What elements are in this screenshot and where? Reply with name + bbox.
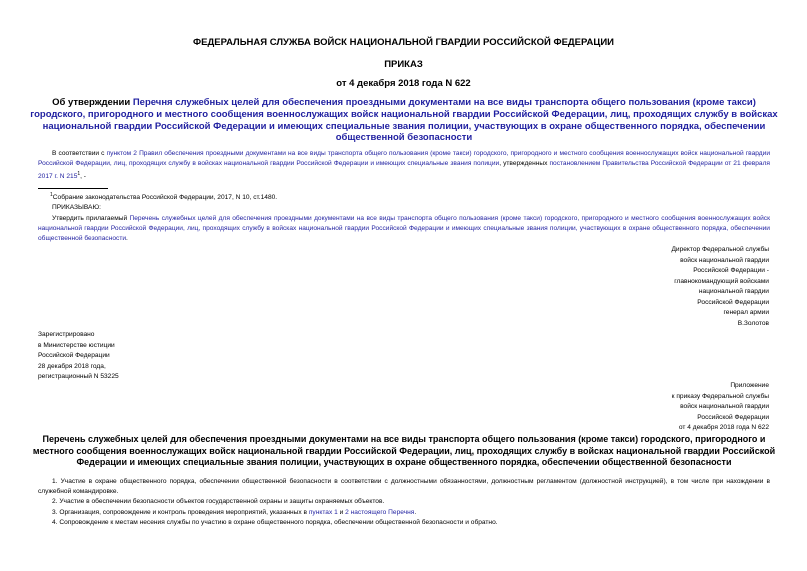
registration-line: регистрационный N 53225 (38, 373, 119, 380)
signature-line: Российской Федерации - (693, 267, 769, 274)
item3-text-2: и (337, 509, 346, 516)
order-text-1: Утвердить прилагаемый (52, 215, 130, 222)
signature-line: Российской Федерации (697, 298, 769, 306)
preamble-text-2: , утвержденных (499, 160, 550, 168)
date-number-heading: от 4 декабря 2018 года N 622 (336, 78, 471, 89)
order-link-list[interactable]: Перечень служебных целей для обеспечения проездными документами на все виды транспорта общего пользования (кроме такси) городского, пригородного и местного сообщения военнослужащих войск национальной гвардии Российской Федерации, лиц, проходящих службу в войсках национальной гвардии Российской Федерации и имеющих специальные звания полиции, участвующих в охране общественного порядка, обеспечении общественной безопасности (38, 215, 770, 243)
preamble-paragraph (38, 149, 770, 183)
preamble-text-1: В соответствии с (52, 150, 107, 157)
registration-block (38, 330, 238, 383)
signature-line: генерал армии (723, 309, 769, 316)
registration-line: Зарегистрировано (38, 331, 95, 338)
list-title: Перечень служебных целей для обеспечения проездными документами на все виды транспорта общего пользования (кроме такси) городского, пригородного и местного сообщения военнослужащих войск национальной гвардии Российской Федерации, лиц, проходящих службу в войсках национальной гвардии Российской Федерации и имеющих специальные звания полиции, участвующих в охране общественного порядка, обеспечении общественной безопасности (32, 434, 776, 468)
preamble-text-3: , - (80, 173, 87, 181)
title-link[interactable]: Перечня служебных целей для обеспечения проездными документами на все виды транспорта общего пользования (кроме такси) городского, пригородного и местного сообщения военнослужащих войск национальной гвардии Российской Федерации, лиц, проходящих службу в войсках национальной гвардии Российской Федерации и имеющих специальные звания полиции, участвующих в охране общественного порядка, обеспечении общественной безопасности (30, 97, 778, 144)
footnote-mark: 1 (50, 192, 53, 198)
list-item-3 (52, 508, 770, 518)
agency-heading: ФЕДЕРАЛЬНАЯ СЛУЖБА ВОЙСК НАЦИОНАЛЬНОЙ ГВАРДИИ РОССИЙСКОЙ ФЕДЕРАЦИИ (193, 37, 614, 48)
footnote-divider (38, 188, 108, 189)
order-label: ПРИКАЗЫВАЮ: (52, 204, 101, 211)
item3-text-3: . (414, 509, 417, 516)
signature-line: В.Золотов (737, 319, 769, 327)
item3-text-1: 3. Организация, сопровождение и контроль проведения мероприятий, указанных в (52, 509, 309, 516)
signature-block (569, 245, 769, 329)
list-item-1: 1. Участие в охране общественного порядка, обеспечении общественной безопасности в соответствии с должностными обязанностями, должностным регламентом (должностной инструкцией), в том числе при нахождении в служебной командировке. (38, 478, 770, 496)
footnote-text: Собрание законодательства Российской Федерации, 2017, N 10, ст.1480. (52, 194, 278, 202)
footnote-ref[interactable]: 1 (77, 171, 81, 178)
item3-link-points[interactable]: пунктах 1 (308, 509, 338, 516)
registration-line: в Министерстве юстиции (38, 341, 115, 349)
preamble-link-rules[interactable]: пунктом 2 Правил обеспечения проездными документами на все виды транспорта общего пользования (кроме такси) городского, пригородного и местного сообщения военнослужащих войск национальной гвардии Российской Федерации, лиц, проходящих службу в войсках национальной гвардии Российской Федерации и имеющих специальные звания полиции (38, 150, 771, 168)
signature-line: Директор Федеральной службы (671, 246, 769, 253)
item3-link-list[interactable]: 2 настоящего Перечня (345, 509, 415, 516)
list-item-4: 4. Сопровождение к местам несения службы по участию в охране общественного порядка, обеспечении общественной безопасности и обратно. (52, 519, 498, 526)
preamble-link-decree[interactable]: постановлением Правительства Российской Федерации от 21 февраля 2017 г. N 215 (38, 160, 771, 181)
signature-line: войск национальной гвардии (680, 256, 769, 264)
appendix-line: от 4 декабря 2018 года N 622 (678, 424, 769, 431)
title-prefix: Об утверждении (52, 97, 133, 108)
appendix-line: Приложение (730, 382, 769, 389)
appendix-line: Российской Федерации (697, 413, 769, 421)
footnote (50, 190, 750, 203)
order-text-2: . (126, 235, 128, 243)
registration-line: 28 декабря 2018 года, (38, 362, 106, 370)
doc-type-heading: ПРИКАЗ (384, 59, 423, 70)
list-item-2: 2. Участие в обеспечении безопасности объектов государственной охраны и защиты охраняемых объектов. (52, 498, 385, 505)
order-paragraph (38, 214, 770, 245)
appendix-block (569, 381, 769, 434)
appendix-line: войск национальной гвардии (680, 403, 769, 410)
document-title (28, 97, 780, 144)
signature-line: главнокомандующий войсками (674, 277, 769, 285)
signature-line: национальной гвардии (698, 288, 769, 295)
appendix-line: к приказу Федеральной службы (671, 392, 769, 400)
registration-line: Российской Федерации (38, 352, 110, 359)
